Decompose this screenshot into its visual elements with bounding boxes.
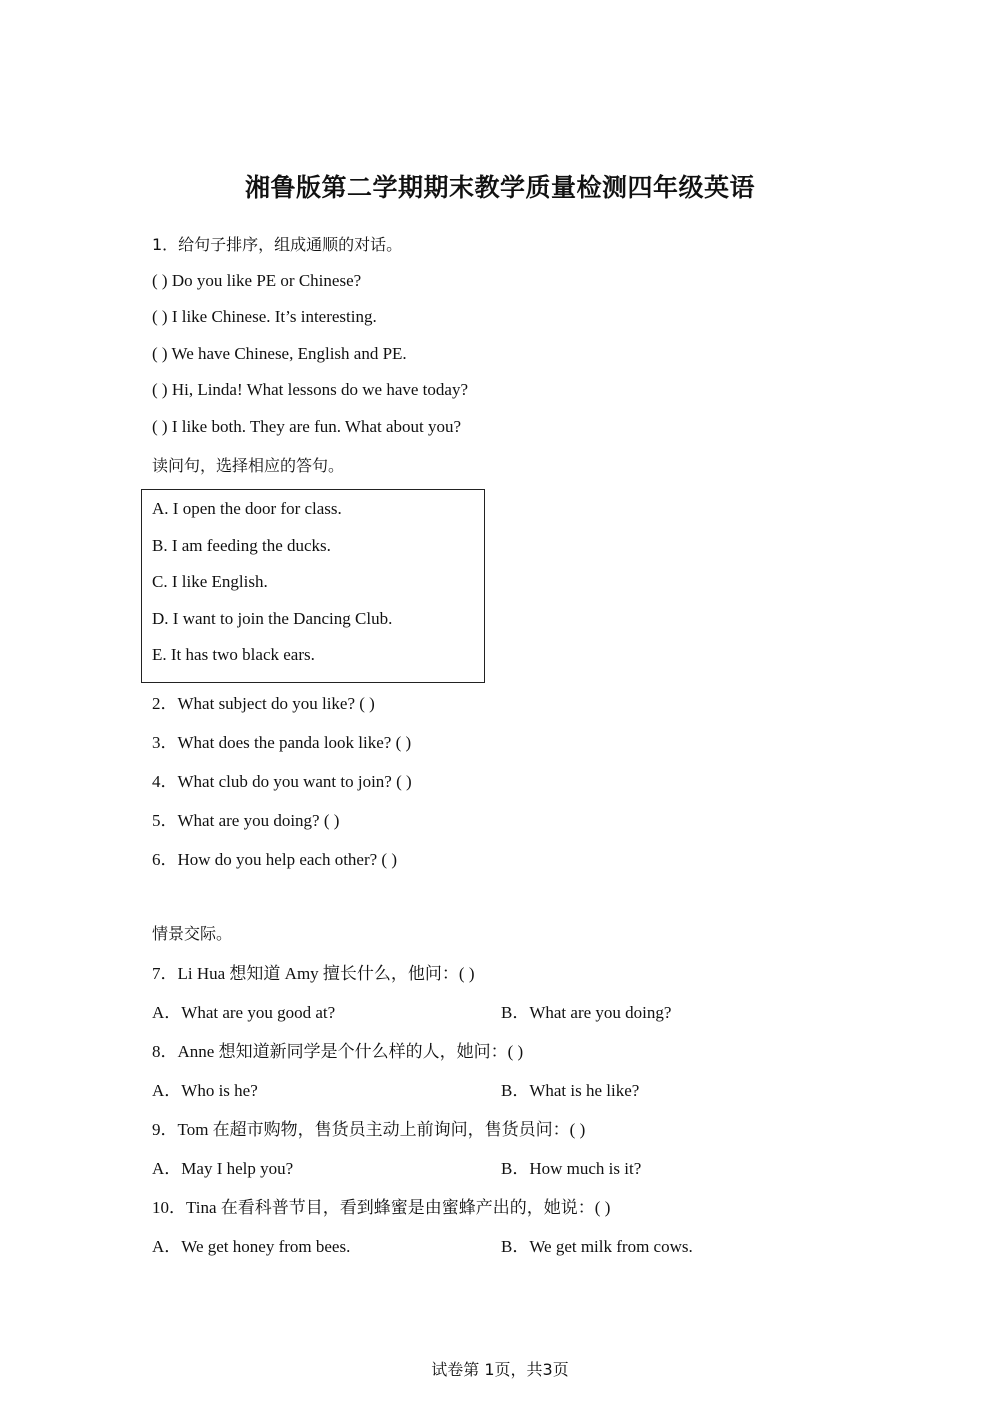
option-b: B．What is he like? (501, 1081, 640, 1100)
option-a: A．Who is he? (152, 1081, 258, 1100)
question-10: 10．Tina 在看科普节目，看到蜂蜜是由蜜蜂产出的，她说：( ) (152, 1198, 611, 1217)
answer-option: C. I like English. (152, 572, 268, 591)
question-5: 5．What are you doing? ( ) (152, 811, 340, 830)
option-a: A．We get honey from bees. (152, 1237, 351, 1256)
question-8: 8．Anne 想知道新同学是个什么样的人，她问：( ) (152, 1042, 524, 1061)
answer-option: B. I am feeding the ducks. (152, 536, 331, 555)
question-6: 6．How do you help each other? ( ) (152, 850, 398, 869)
section2-instruction: 读问句，选择相应的答句。 (152, 456, 345, 475)
ordering-item: ( ) Do you like PE or Chinese? (152, 271, 362, 290)
option-b: B．What are you doing? (501, 1003, 672, 1022)
ordering-item: ( ) I like both. They are fun. What about you? (152, 417, 462, 436)
answer-option: E. It has two black ears. (152, 645, 315, 664)
option-a: A．What are you good at? (152, 1003, 336, 1022)
question-7: 7．Li Hua 想知道 Amy 擅长什么，他问：( ) (152, 964, 475, 983)
section1-instruction: 1．给句子排序，组成通顺的对话。 (152, 235, 403, 254)
option-b: B．We get milk from cows. (501, 1237, 693, 1256)
answer-option: A. I open the door for class. (152, 499, 342, 518)
page-footer: 试卷第 1页，共3页 (431, 1360, 569, 1379)
section3-instruction: 情景交际。 (152, 924, 233, 943)
question-9: 9．Tom 在超市购物，售货员主动上前询问，售货员问：( ) (152, 1120, 586, 1139)
ordering-item: ( ) Hi, Linda! What lessons do we have today? (152, 380, 468, 399)
answer-option: D. I want to join the Dancing Club. (152, 609, 393, 628)
option-b: B．How much is it? (501, 1159, 642, 1178)
page-title: 湘鲁版第二学期期末教学质量检测四年级英语 (244, 173, 755, 202)
question-2: 2．What subject do you like? ( ) (152, 694, 375, 713)
question-3: 3．What does the panda look like? ( ) (152, 733, 412, 752)
ordering-item: ( ) I like Chinese. It’s interesting. (152, 307, 377, 326)
question-4: 4．What club do you want to join? ( ) (152, 772, 412, 791)
ordering-item: ( ) We have Chinese, English and PE. (152, 344, 407, 363)
option-a: A．May I help you? (152, 1159, 294, 1178)
